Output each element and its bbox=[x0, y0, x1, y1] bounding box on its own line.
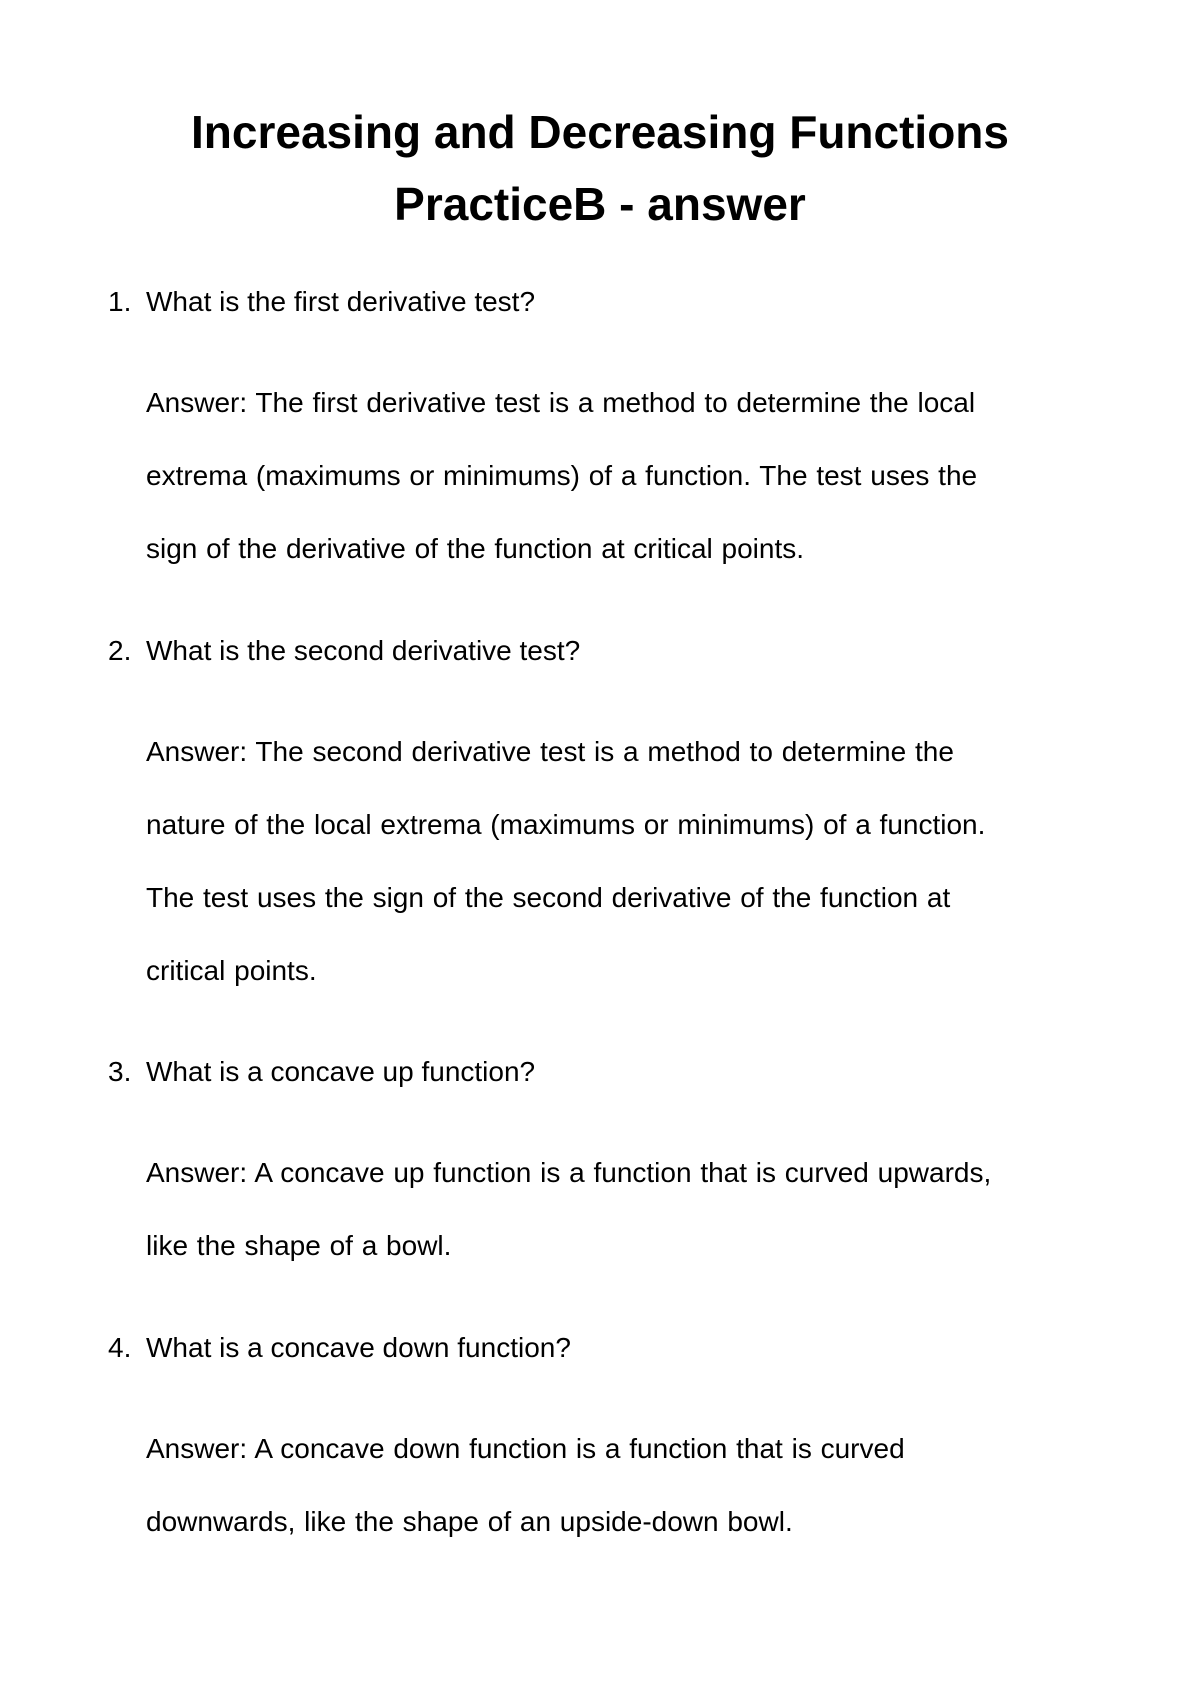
answer-line: like the shape of a bowl. bbox=[146, 1230, 452, 1261]
answer-1 bbox=[146, 366, 1146, 585]
question-text: What is a concave down function? bbox=[146, 1332, 571, 1363]
question-number: 3. bbox=[108, 1056, 132, 1087]
document-title bbox=[0, 96, 1200, 240]
answer-line: nature of the local extrema (maximums or minimums) of a function. bbox=[146, 809, 986, 840]
title-line-2: PracticeB - answer bbox=[394, 178, 806, 230]
question-2 bbox=[108, 633, 1118, 669]
answer-line: The test uses the sign of the second derivative of the function at bbox=[146, 882, 951, 913]
title-line-1: Increasing and Decreasing Functions bbox=[191, 106, 1009, 158]
answer-line: downwards, like the shape of an upside-down bowl. bbox=[146, 1506, 793, 1537]
question-number: 1. bbox=[108, 286, 132, 317]
question-4 bbox=[108, 1330, 1118, 1366]
answer-2 bbox=[146, 715, 1146, 1007]
question-1 bbox=[108, 284, 1118, 320]
answer-3 bbox=[146, 1136, 1146, 1282]
question-number: 4. bbox=[108, 1332, 132, 1363]
answer-line: Answer: The first derivative test is a method to determine the local bbox=[146, 387, 976, 418]
question-text: What is the second derivative test? bbox=[146, 635, 581, 666]
answer-line: extrema (maximums or minimums) of a function. The test uses the bbox=[146, 460, 978, 491]
question-text: What is the first derivative test? bbox=[146, 286, 536, 317]
question-number: 2. bbox=[108, 635, 132, 666]
answer-4 bbox=[146, 1412, 1146, 1558]
answer-line: critical points. bbox=[146, 955, 317, 986]
answer-line: Answer: A concave up function is a function that is curved upwards, bbox=[146, 1157, 992, 1188]
answer-line: sign of the derivative of the function at critical points. bbox=[146, 533, 805, 564]
question-text: What is a concave up function? bbox=[146, 1056, 536, 1087]
question-3 bbox=[108, 1054, 1118, 1090]
answer-line: Answer: A concave down function is a function that is curved bbox=[146, 1433, 905, 1464]
answer-line: Answer: The second derivative test is a method to determine the bbox=[146, 736, 954, 767]
